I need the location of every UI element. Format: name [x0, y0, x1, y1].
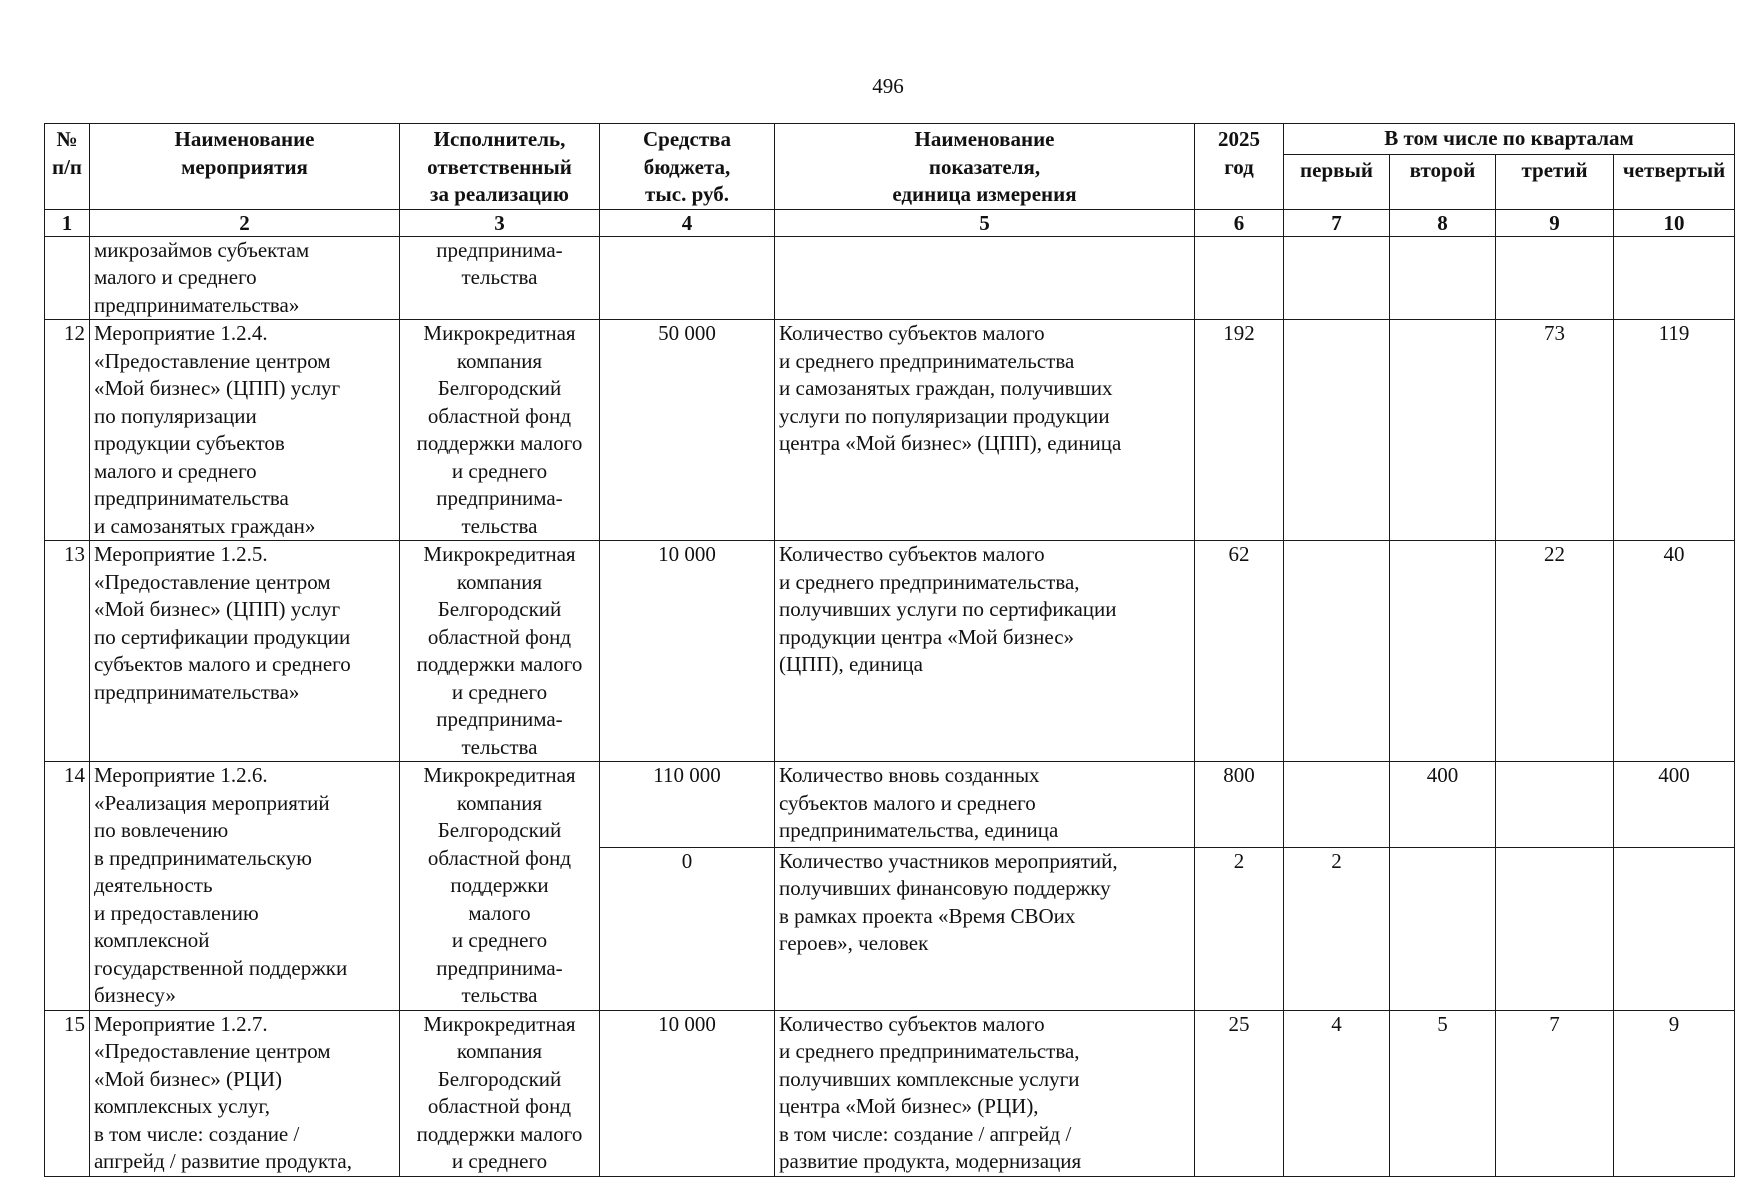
text-line: Количество субъектов малого — [779, 1011, 1045, 1036]
value-q2: 400 — [1390, 762, 1496, 848]
text-line: поддержки малого — [416, 431, 583, 455]
budget: 10 000 — [600, 541, 775, 762]
measure-name — [90, 320, 400, 541]
text-line: бюджета, — [643, 154, 731, 179]
text-line: областной фонд — [427, 845, 572, 870]
text-line: развитие продукта, модернизация — [779, 1149, 1082, 1173]
text-line: получивших услуги по сертификации — [779, 597, 1117, 621]
budget: 10 000 — [600, 1010, 775, 1176]
text-line: компания — [456, 348, 543, 373]
value-q2 — [1390, 541, 1496, 762]
value-q1 — [1284, 541, 1390, 762]
text-line: государственной поддержки — [94, 955, 348, 980]
value-q3 — [1496, 236, 1614, 320]
value-q1: 4 — [1284, 1010, 1390, 1176]
budget: 110 000 — [600, 762, 775, 848]
value-q3 — [1496, 847, 1614, 1010]
text-line: деятельность — [94, 873, 213, 897]
text-line: комплексной — [94, 928, 210, 952]
row-number: 13 — [45, 541, 90, 762]
measures-table — [44, 123, 1735, 1177]
text-line: поддержки — [450, 873, 549, 897]
value-q2: 5 — [1390, 1010, 1496, 1176]
text-line: тельства — [461, 265, 538, 289]
executor — [400, 762, 600, 1011]
text-line: в том числе: создание / апгрейд / — [779, 1121, 1072, 1146]
value-q4: 119 — [1614, 320, 1735, 541]
value-q2 — [1390, 236, 1496, 320]
value-q4: 9 — [1614, 1010, 1735, 1176]
row-number — [45, 236, 90, 320]
header-indicator — [775, 124, 1195, 210]
text-line: и среднего предпринимательства, — [779, 569, 1080, 594]
text-line: поддержки малого — [416, 652, 583, 676]
table-row — [45, 320, 1735, 541]
text-line: мероприятия — [181, 154, 308, 179]
text-line: № — [56, 127, 78, 151]
measure-name — [90, 1010, 400, 1176]
indicator — [775, 236, 1195, 320]
text-line: предпринимательства — [94, 486, 289, 510]
text-line: «Предоставление центром — [94, 348, 331, 373]
text-line: год — [1224, 154, 1254, 179]
text-line: 2025 — [1218, 127, 1260, 151]
text-line: предпринимательства, единица — [779, 818, 1059, 842]
header-year — [1195, 124, 1284, 210]
text-line: по сертификации продукции — [94, 624, 351, 649]
text-line: и среднего — [451, 1149, 548, 1173]
text-line: и среднего предпринимательства — [779, 348, 1075, 373]
column-number: 2 — [90, 209, 400, 236]
text-line: микрозаймов субъектам — [94, 237, 310, 262]
text-line: центра «Мой бизнес» (РЦИ), — [779, 1094, 1039, 1118]
text-line: предпринимательства» — [94, 292, 300, 317]
text-line: и среднего — [451, 679, 548, 704]
text-line: Мероприятие 1.2.5. — [94, 542, 268, 566]
header-quarter-q4: четвертый — [1614, 154, 1735, 209]
executor — [400, 320, 600, 541]
executor — [400, 541, 600, 762]
table-row — [45, 762, 1735, 848]
value-q3: 22 — [1496, 541, 1614, 762]
text-line: в предпринимательскую — [94, 845, 312, 870]
table-row — [45, 541, 1735, 762]
text-line: предпринима- — [436, 486, 563, 510]
text-line: Белгородский — [437, 1066, 562, 1091]
budget: 50 000 — [600, 320, 775, 541]
text-line: в том числе: создание / — [94, 1121, 300, 1146]
measure-name — [90, 236, 400, 320]
text-line: Белгородский — [437, 818, 562, 842]
text-line: центра «Мой бизнес» (ЦПП), единица — [779, 431, 1122, 455]
text-line: Мероприятие 1.2.4. — [94, 321, 268, 345]
text-line: Средства — [643, 127, 731, 151]
text-line: областной фонд — [427, 624, 572, 649]
value-q4 — [1614, 236, 1735, 320]
value-year: 800 — [1195, 762, 1284, 848]
text-line: показателя, — [928, 154, 1041, 179]
text-line: поддержки малого — [416, 1121, 583, 1146]
text-line: предпринима- — [436, 707, 563, 731]
text-line: услуги по популяризации продукции — [779, 403, 1110, 428]
text-line: Наименование — [914, 127, 1055, 151]
text-line: «Мой бизнес» (ЦПП) услуг — [94, 376, 341, 400]
indicator — [775, 320, 1195, 541]
column-number: 6 — [1195, 209, 1284, 236]
text-line: тельства — [461, 513, 538, 538]
value-year: 2 — [1195, 847, 1284, 1010]
value-q2 — [1390, 847, 1496, 1010]
text-line: компания — [456, 790, 543, 815]
text-line: предпринима- — [436, 955, 563, 980]
text-line: Мероприятие 1.2.7. — [94, 1011, 268, 1036]
value-q4 — [1614, 847, 1735, 1010]
text-line: единица измерения — [892, 182, 1077, 206]
text-line: областной фонд — [427, 1094, 572, 1118]
text-line: и предоставлению — [94, 900, 259, 925]
text-line: предпринима- — [436, 237, 563, 262]
measure-name — [90, 541, 400, 762]
header-quarter-q3: третий — [1496, 154, 1614, 209]
text-line: комплексных услуг, — [94, 1094, 270, 1118]
text-line: «Мой бизнес» (РЦИ) — [94, 1066, 283, 1091]
header-quarters-group: В том числе по кварталам — [1284, 124, 1735, 155]
text-line: бизнесу» — [94, 983, 176, 1007]
text-line: Белгородский — [437, 376, 562, 400]
text-line: «Реализация мероприятий — [94, 790, 330, 815]
value-q3: 73 — [1496, 320, 1614, 541]
value-q1 — [1284, 236, 1390, 320]
header-number — [45, 124, 90, 210]
text-line: Микрокредитная — [423, 321, 576, 345]
value-year — [1195, 236, 1284, 320]
value-q4: 40 — [1614, 541, 1735, 762]
text-line: Наименование — [174, 127, 315, 151]
budget — [600, 236, 775, 320]
text-line: малого и среднего — [94, 458, 257, 483]
indicator — [775, 847, 1195, 1010]
text-line: тельства — [461, 734, 538, 759]
text-line: получивших финансовую поддержку — [779, 876, 1111, 901]
text-line: за реализацию — [430, 182, 569, 206]
text-line: малого и среднего — [94, 265, 257, 289]
value-year: 25 — [1195, 1010, 1284, 1176]
header-executor — [400, 124, 600, 210]
text-line: и среднего — [451, 458, 548, 483]
text-line: Микрокредитная — [423, 763, 576, 787]
text-line: компания — [456, 1039, 543, 1063]
text-line: Количество участников мероприятий, — [779, 848, 1118, 873]
text-line: «Предоставление центром — [94, 569, 331, 594]
indicator — [775, 1010, 1195, 1176]
text-line: «Мой бизнес» (ЦПП) услуг — [94, 597, 341, 621]
table-row — [45, 236, 1735, 320]
text-line: Количество субъектов малого — [779, 542, 1045, 566]
column-number: 8 — [1390, 209, 1496, 236]
text-line: Исполнитель, — [433, 127, 566, 151]
text-line: малого — [468, 900, 531, 925]
text-line: областной фонд — [427, 403, 572, 428]
text-line: Количество вновь созданных — [779, 763, 1040, 787]
text-line: Микрокредитная — [423, 542, 576, 566]
value-q4: 400 — [1614, 762, 1735, 848]
value-year: 62 — [1195, 541, 1284, 762]
column-number: 1 — [45, 209, 90, 236]
header-quarter-q1: первый — [1284, 154, 1390, 209]
column-number: 3 — [400, 209, 600, 236]
text-line: Белгородский — [437, 597, 562, 621]
text-line: по вовлечению — [94, 818, 229, 842]
value-q2 — [1390, 320, 1496, 541]
column-number: 9 — [1496, 209, 1614, 236]
text-line: компания — [456, 569, 543, 594]
text-line: Мероприятие 1.2.6. — [94, 763, 268, 787]
column-number: 5 — [775, 209, 1195, 236]
indicator — [775, 762, 1195, 848]
page-number: 496 — [872, 74, 904, 98]
text-line: в рамках проекта «Время СВОих — [779, 903, 1076, 928]
value-q3: 7 — [1496, 1010, 1614, 1176]
text-line: апгрейд / развитие продукта, — [94, 1149, 352, 1173]
value-q1: 2 — [1284, 847, 1390, 1010]
text-line: ответственный — [427, 154, 572, 179]
row-number: 14 — [45, 762, 90, 1011]
text-line: получивших комплексные услуги — [779, 1066, 1080, 1091]
text-line: «Предоставление центром — [94, 1039, 331, 1063]
text-line: Микрокредитная — [423, 1011, 576, 1036]
text-line: по популяризации — [94, 403, 257, 428]
measure-name — [90, 762, 400, 1011]
text-line: продукции субъектов — [94, 431, 285, 455]
header-quarter-q2: второй — [1390, 154, 1496, 209]
value-q1 — [1284, 320, 1390, 541]
text-line: и самозанятых граждан» — [94, 513, 316, 538]
text-line: Количество субъектов малого — [779, 321, 1045, 345]
text-line: п/п — [51, 154, 83, 179]
text-line: предпринимательства» — [94, 679, 300, 704]
text-line: героев», человек — [779, 931, 929, 956]
text-line: субъектов малого и среднего — [779, 790, 1036, 815]
text-line: и самозанятых граждан, получивших — [779, 376, 1113, 400]
text-line: субъектов малого и среднего — [94, 652, 351, 676]
text-line: (ЦПП), единица — [779, 652, 923, 676]
column-number: 10 — [1614, 209, 1735, 236]
row-number: 12 — [45, 320, 90, 541]
row-number: 15 — [45, 1010, 90, 1176]
column-number: 7 — [1284, 209, 1390, 236]
header-measure-name — [90, 124, 400, 210]
indicator — [775, 541, 1195, 762]
value-q1 — [1284, 762, 1390, 848]
executor — [400, 1010, 600, 1176]
table-row — [45, 1010, 1735, 1176]
value-year: 192 — [1195, 320, 1284, 541]
budget: 0 — [600, 847, 775, 1010]
value-q3 — [1496, 762, 1614, 848]
text-line: и среднего предпринимательства, — [779, 1039, 1080, 1063]
header-budget — [600, 124, 775, 210]
text-line: тельства — [461, 983, 538, 1007]
text-line: продукции центра «Мой бизнес» — [779, 624, 1075, 649]
text-line: и среднего — [451, 928, 548, 952]
text-line: тыс. руб. — [645, 182, 729, 206]
executor — [400, 236, 600, 320]
column-number: 4 — [600, 209, 775, 236]
